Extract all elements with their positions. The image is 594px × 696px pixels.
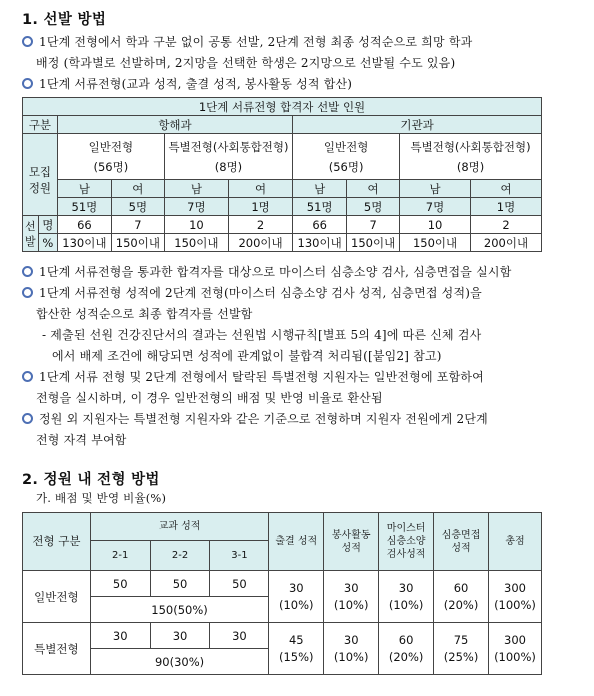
bullet-line [22, 283, 482, 303]
section2-subtitle: 가. 배점 및 반영 비율(%) [36, 491, 167, 505]
bullet-line [22, 262, 512, 282]
male-header: 남 [400, 180, 471, 198]
bullet-line [52, 346, 442, 366]
selection-quota-table [22, 97, 542, 252]
grade-col-header: 3-1 [210, 541, 269, 571]
grade-label: 교과 성적 [90, 513, 269, 541]
quota-cell: 51명 [293, 198, 347, 216]
grade-cell: 30 [210, 623, 269, 649]
attendance-cell: 30 (10%) [269, 571, 324, 623]
volunteer-cell: 30 (10%) [324, 623, 379, 675]
grade-cell: 50 [210, 571, 269, 597]
grade-sum-cell: 90(30%) [90, 649, 269, 675]
male-header: 남 [57, 180, 111, 198]
unit-percent: % [38, 234, 57, 252]
percent-cell: 200이내 [470, 234, 541, 252]
people-cell: 66 [293, 216, 347, 234]
bullet-circle-icon [22, 413, 33, 424]
dept-engineering: 기관과 [293, 116, 542, 134]
col-division: 구분 [23, 116, 58, 134]
quota-cell: 5명 [347, 198, 400, 216]
row-name: 일반전형 [23, 571, 91, 623]
meister-header: 마이스터 심층소양 검사성적 [379, 513, 434, 571]
quota-cell: 1명 [470, 198, 541, 216]
bullet-line [22, 409, 488, 429]
dept-navigation: 항해과 [57, 116, 292, 134]
percent-cell: 150이내 [164, 234, 228, 252]
grade-col-header: 2-2 [150, 541, 210, 571]
general-header: 일반전형 (56명) [57, 134, 164, 180]
attendance-cell: 45 (15%) [269, 623, 324, 675]
bullet-text: 정원 외 지원자는 특별전형 지원자와 같은 기준으로 전형하며 지원자 전원에게 2단계 [39, 412, 488, 426]
quota-label: 모집 정원 [23, 134, 58, 216]
interview-cell: 60 (20%) [434, 571, 489, 623]
bullet-text: - 제출된 선원 건강진단서의 결과는 선원법 시행규칙[별표 5의 4]에 따른 신체 검사 [42, 328, 482, 342]
people-cell: 10 [164, 216, 228, 234]
total-cell: 300 (100%) [489, 571, 542, 623]
female-header: 여 [111, 180, 164, 198]
quota-cell: 1명 [228, 198, 292, 216]
general-header: 일반전형 (56명) [293, 134, 400, 180]
grade-cell: 30 [150, 623, 210, 649]
volunteer-cell: 30 (10%) [324, 571, 379, 623]
percent-cell: 150이내 [400, 234, 471, 252]
quota-cell: 7명 [164, 198, 228, 216]
total-header: 총점 [489, 513, 542, 571]
people-cell: 2 [470, 216, 541, 234]
bullet-text: 전형을 실시하며, 이 경우 일반전형의 배점 및 반영 비율로 환산됨 [36, 391, 383, 405]
grade-cell: 50 [150, 571, 210, 597]
percent-cell: 130이내 [293, 234, 347, 252]
bullet-line [22, 367, 484, 387]
meister-cell: 60 (20%) [379, 623, 434, 675]
people-cell: 7 [347, 216, 400, 234]
bullet-circle-icon [22, 266, 33, 277]
people-cell: 10 [400, 216, 471, 234]
bullet-circle-icon [22, 287, 33, 298]
meister-cell: 30 (10%) [379, 571, 434, 623]
quota-cell: 51명 [57, 198, 111, 216]
grade-col-header: 2-1 [90, 541, 150, 571]
bullet-circle-icon [22, 36, 33, 47]
bullet-line [22, 74, 352, 94]
percent-cell: 130이내 [57, 234, 111, 252]
bullet-text: 1단계 서류전형 성적에 2단계 전형(마이스터 심층소양 검사 성적, 심층면접 성적)을 [39, 286, 482, 300]
bullet-text: 1단계 서류전형을 통과한 합격자를 대상으로 마이스터 심층소양 검사, 심층면접을 실시함 [39, 265, 512, 279]
bullet-text: 에서 배제 조건에 해당되면 성적에 관계없이 불합격 처리됨([붙임2] 참고) [52, 349, 442, 363]
bullet-line [36, 53, 455, 73]
grade-sum-cell: 150(50%) [90, 597, 269, 623]
volunteer-header: 봉사활동 성적 [324, 513, 379, 571]
special-header: 특별전형(사회통합전형) (8명) [164, 134, 292, 180]
percent-cell: 150이내 [111, 234, 164, 252]
bullet-text: 1단계 전형에서 학과 구분 없이 공통 선발, 2단계 전형 최종 성적순으로 희망 학과 [39, 35, 473, 49]
interview-cell: 75 (25%) [434, 623, 489, 675]
female-header: 여 [470, 180, 541, 198]
percent-cell: 150이내 [347, 234, 400, 252]
special-header: 특별전형(사회통합전형) (8명) [400, 134, 542, 180]
bullet-line [36, 388, 383, 408]
unit-people: 명 [38, 216, 57, 234]
bullet-text: 합산한 성적순으로 최종 합격자를 선발함 [36, 307, 253, 321]
total-cell: 300 (100%) [489, 623, 542, 675]
attendance-header: 출결 성적 [269, 513, 324, 571]
grade-cell: 30 [90, 623, 150, 649]
quota-cell: 5명 [111, 198, 164, 216]
bullet-line [36, 430, 127, 450]
section1-title: 1. 선발 방법 [22, 12, 107, 28]
bullet-line [22, 32, 472, 52]
male-header: 남 [164, 180, 228, 198]
bullet-line [42, 325, 481, 345]
bullet-text: 전형 자격 부여함 [36, 433, 127, 447]
female-header: 여 [347, 180, 400, 198]
grade-cell: 50 [90, 571, 150, 597]
people-cell: 7 [111, 216, 164, 234]
male-header: 남 [293, 180, 347, 198]
bullet-text: 1단계 서류 전형 및 2단계 전형에서 탈락된 특별전형 지원자는 일반전형에 포함하여 [39, 370, 484, 384]
percent-cell: 200이내 [228, 234, 292, 252]
section2-title: 2. 정원 내 전형 방법 [22, 472, 160, 488]
bullet-line [36, 304, 253, 324]
bullet-circle-icon [22, 371, 33, 382]
score-weight-table [22, 512, 542, 675]
people-cell: 66 [57, 216, 111, 234]
select-label: 선발 [23, 216, 39, 252]
bullet-text: 1단계 서류전형(교과 성적, 출결 성적, 봉사활동 성적 합산) [39, 77, 353, 91]
bullet-circle-icon [22, 78, 33, 89]
table-caption: 1단계 서류전형 합격자 선발 인원 [23, 98, 542, 116]
bullet-text: 배정 (학과별로 선발하며, 2지망을 선택한 학생은 2지망으로 선발될 수도 있음) [36, 56, 456, 70]
row-name: 특별전형 [23, 623, 91, 675]
female-header: 여 [228, 180, 292, 198]
quota-cell: 7명 [400, 198, 471, 216]
interview-header: 심층면접 성적 [434, 513, 489, 571]
people-cell: 2 [228, 216, 292, 234]
type-label: 전형 구분 [23, 513, 91, 571]
